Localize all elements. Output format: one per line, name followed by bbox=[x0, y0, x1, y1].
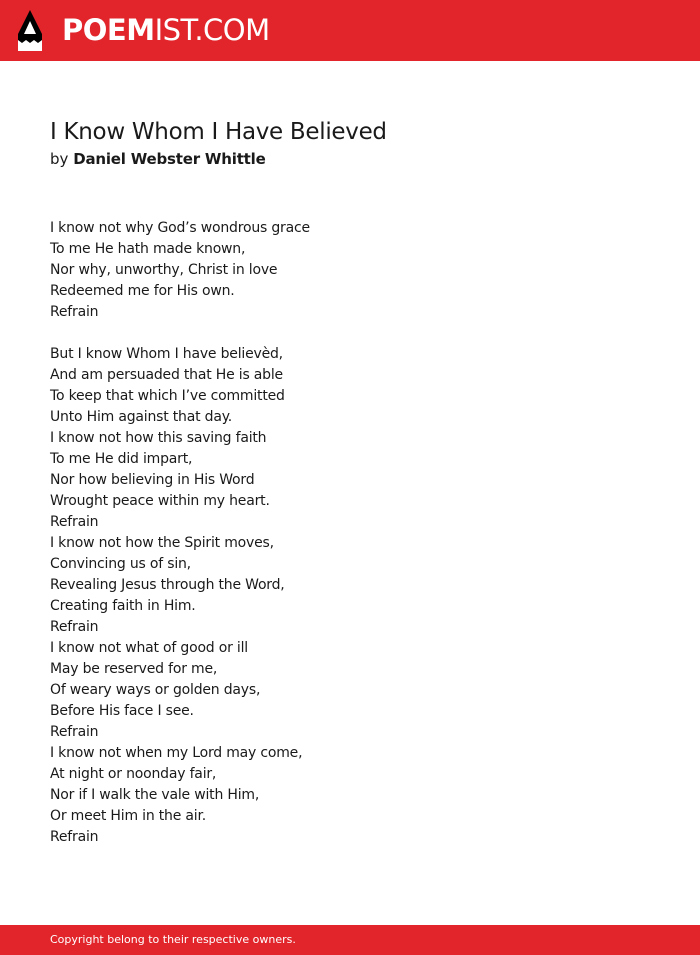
poem-line: Refrain bbox=[50, 304, 99, 320]
poem-line: I know not how this saving faith bbox=[50, 430, 267, 446]
site-logo[interactable] bbox=[62, 12, 270, 48]
poem-line: Nor how believing in His Word bbox=[50, 472, 255, 488]
pencil-tip-icon[interactable] bbox=[18, 10, 42, 51]
poem-line: Nor why, unworthy, Christ in love bbox=[50, 262, 278, 278]
poem-line: To me He hath made known, bbox=[50, 241, 246, 257]
poem-title: I Know Whom I Have Believed bbox=[50, 119, 387, 145]
poem-body bbox=[50, 218, 650, 848]
poem-line: I know not why God’s wondrous grace bbox=[50, 220, 310, 236]
poem-line: Refrain bbox=[50, 619, 99, 635]
poem-line: Before His face I see. bbox=[50, 703, 194, 719]
poem-line: To keep that which I’ve committed bbox=[50, 388, 285, 404]
poem-line: At night or noonday fair, bbox=[50, 766, 217, 782]
poem-line: I know not what of good or ill bbox=[50, 640, 248, 656]
poem-line: I know not how the Spirit moves, bbox=[50, 535, 274, 551]
stanza-break bbox=[50, 323, 650, 344]
poem-line: Refrain bbox=[50, 514, 99, 530]
poem-line: To me He did impart, bbox=[50, 451, 193, 467]
site-footer bbox=[0, 925, 700, 955]
logo-text-bold: POEM bbox=[62, 13, 155, 47]
site-header bbox=[0, 0, 700, 61]
poem-line: May be reserved for me, bbox=[50, 661, 218, 677]
poem-line: Of weary ways or golden days, bbox=[50, 682, 261, 698]
poem-line: Unto Him against that day. bbox=[50, 409, 233, 425]
by-label: by bbox=[50, 150, 69, 168]
poem-author: Daniel Webster Whittle bbox=[73, 150, 266, 168]
poem-line: Creating faith in Him. bbox=[50, 598, 196, 614]
poem-line: Or meet Him in the air. bbox=[50, 808, 206, 824]
poem-line: Refrain bbox=[50, 829, 99, 845]
poem-line: Nor if I walk the vale with Him, bbox=[50, 787, 260, 803]
poem-line: Convincing us of sin, bbox=[50, 556, 191, 572]
logo-text-light: IST.COM bbox=[154, 13, 270, 47]
poem-line: And am persuaded that He is able bbox=[50, 367, 283, 383]
poem-line: But I know Whom I have believèd, bbox=[50, 346, 283, 362]
poem-byline bbox=[50, 148, 266, 170]
poem-line: Refrain bbox=[50, 724, 99, 740]
copyright-notice: Copyright belong to their respective owners. bbox=[50, 933, 296, 946]
poem-line: Wrought peace within my heart. bbox=[50, 493, 270, 509]
poem-line: Revealing Jesus through the Word, bbox=[50, 577, 285, 593]
poem-line: I know not when my Lord may come, bbox=[50, 745, 303, 761]
poem-line: Redeemed me for His own. bbox=[50, 283, 235, 299]
